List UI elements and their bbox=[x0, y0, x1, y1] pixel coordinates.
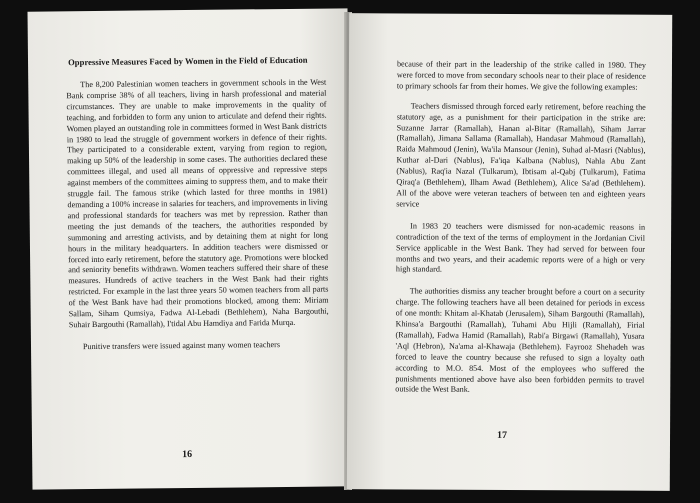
right-paragraph-2: Teachers dismissed through forced early retirement, before reaching the statutory age, as a punishment for their participation in the strike are: Suzanne Jarrar (Ramallah), Hanan al-Bitar (Ramallah), Siham Jarrar (Ramallah), Jimana Sallama (Ramallah), Handasar Mahmoud (Ramallah), Raida Mahmoud (Jenin), Wa'ila Mansour (Jenin), Suhad al-Masri (Nablus), Kuthar al-Dari (Nablus), Fa'iqa Kalbana (Nablus), Nahla Abu Zant (Nablus), Raq'ia Nazal (Tulkarum), Ibtisam al-Qabj (Tulkarum), Fatima Qiraq'a (Bethlehem), Ilham Awad (Bethlehem), Alice Sa'ad (Bethlehem). All of the above were veteran teachers of between ten and eighteen years service bbox=[396, 101, 646, 209]
right-paragraph-1: because of their part in the leadership of the strike called in 1980. They were forced to move from secondary schools near to their place of residence to primary schools far from their homes. We give the following examples: bbox=[396, 59, 647, 92]
left-page bbox=[28, 8, 353, 489]
section-heading: Oppressive Measures Faced by Women in the Field of Education bbox=[67, 54, 308, 68]
page-number-left: 16 bbox=[182, 448, 193, 461]
right-page bbox=[347, 13, 672, 491]
right-paragraph-3: In 1983 20 teachers were dismissed for non-academic reasons in contradiction of the text of the terms of employment in the Jordanian Civil Service applicable in the West Bank. They had served for between four months and two years, and their academic reports were of a high or very high standard. bbox=[395, 221, 646, 275]
page-number-right: 17 bbox=[497, 429, 508, 441]
left-paragraph-1: The 8,200 Palestinian women teachers in government schools in the West Bank comprise 38% of all teachers, living in harsh professional and material circumstances. They are unable to make improvements in the quality of teaching, and forbidden to form any union to articulate and defend their rights. Women played an outstanding role in committees formed in West Bank districts in 1980 to lead the struggle of government workers in defence of their rights. They participated to a considerable extent, varying from region to region, making up 50% of the leadership in some cases. The authorities declared these committees illegal, and used all means of oppressive and repressive steps against members of the committees aiming to suppress them, and to make their struggle fail. The famous strike (which lasted for three months in 1981) demanding a 100% increase in salaries for teachers, and improvements in living and professional standards for teachers was met by repression. Rather than meeting the just demands of the teachers, the authorities responded by summoning and arresting activists, and by detaining them at night for long hours in the military headquarters. In addition teachers were dismissed or forced into early retirement, before the statutory age. Promotions were blocked and seniority benefits withdrawn. Women teachers suffered their share of these measures. Hundreds of active teachers in the West Bank had their rights restricted. For example in the last three years 50 women teachers from all parts of the West Bank have had their promotions blocked, among them: Miriam Sallam, Siham Qumsiya, Fadwa Al-Lebadi (Bethlehem), Naha Bargouthi, Suhair Bargouthi (Ramallah), I'tidal Abu Hamdiya and Farida Murqa. bbox=[66, 77, 329, 330]
left-paragraph-2: Punitive transfers were issued against many women teachers bbox=[82, 339, 281, 351]
right-paragraph-4: The authorities dismiss any teacher brought before a court on a security charge. The following teachers have all been detained for periods in excess of one month: Khitam al-Khatab (Jerusalem), Siham Bargouthi (Ramallah), Khinsa'a Bargouthi (Ramallah), Tuhami Abu Hijli (Ramallah), Firial (Ramallah), Fadwa Hamid (Ramallah), Rabi'a Birgawi (Ramallah), Yusara 'Aql (Hebron), Na'ama al-Khawaja (Bethlehem). Fayrooz Shehadeh was forced to leave the country because she refused to sign a loyalty oath according to M.O. 854. Most of the employees who suffered the punishments mentioned above have also been forbidden permits to travel outside the West Bank. bbox=[395, 286, 645, 395]
